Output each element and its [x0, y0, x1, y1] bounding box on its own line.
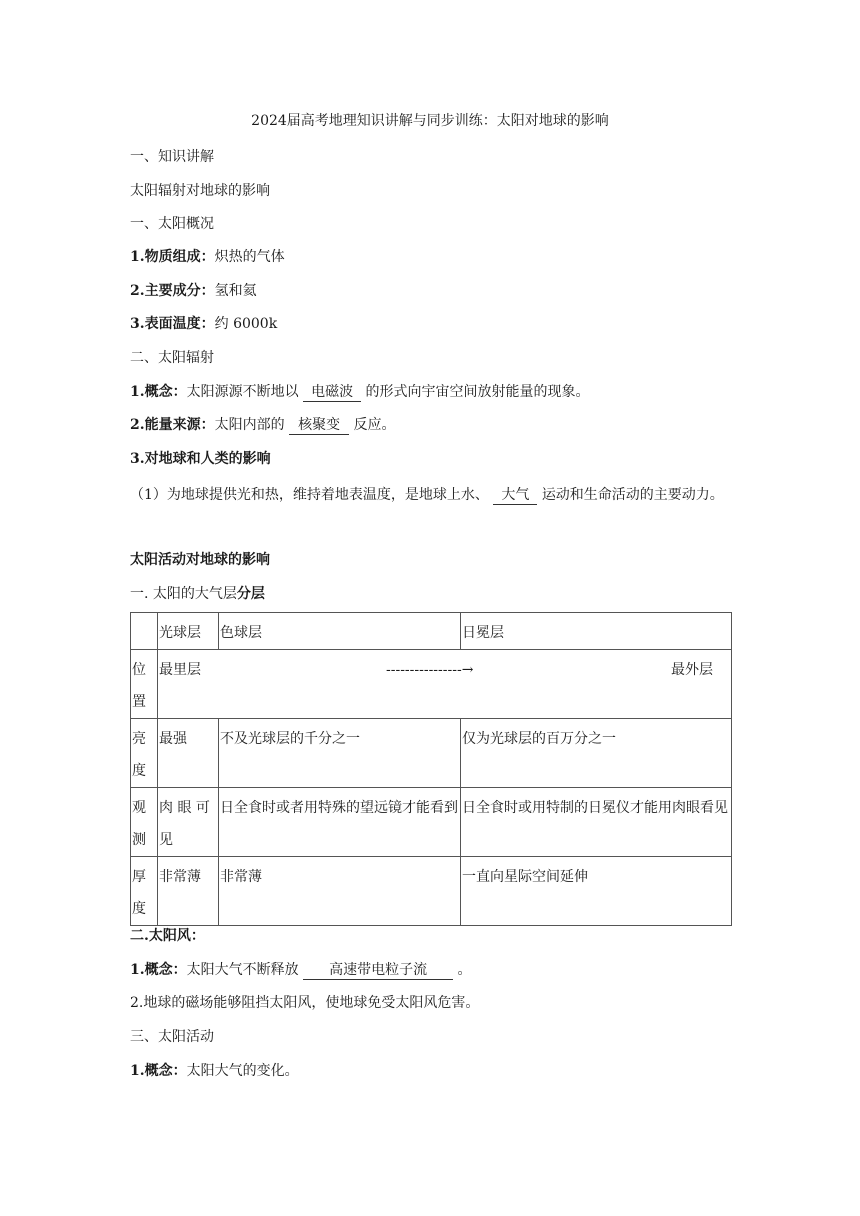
table-header-cell: 日冕层: [461, 613, 732, 650]
radiation-impact-heading: 3.对地球和人类的影响: [130, 451, 271, 467]
inner-layer-text: 最里层: [159, 662, 201, 678]
item-text: 运动和生命活动的主要动力。: [541, 487, 724, 503]
fill-blank: 大气: [493, 486, 537, 505]
fill-blank: 电磁波: [303, 383, 361, 402]
item-text: 太阳内部的: [214, 417, 285, 433]
table-cell: 不及光球层的千分之一: [219, 719, 461, 788]
item-text: （1）为地球提供光和热，维持着地表温度，是地球上水、: [130, 487, 489, 503]
radiation-energy: [130, 414, 730, 436]
fill-blank: 高速带电粒子流: [303, 961, 453, 980]
item-label: 2.主要成分：: [130, 283, 215, 299]
item-text: 太阳大气不断释放: [186, 962, 299, 978]
table-cell: 日全食时或用特制的日冕仪才能用肉眼看见: [461, 788, 732, 857]
item-text: 约 6000k: [214, 316, 278, 332]
item-text: 反应。: [353, 417, 396, 433]
fill-blank: 核聚变: [289, 416, 349, 435]
overview-item: [130, 246, 730, 268]
item-label: 2.能量来源：: [130, 417, 215, 433]
radiation-impact-text: [130, 478, 730, 512]
section-heading: 一、知识讲解: [130, 149, 214, 165]
item-label: 1.概念：: [130, 384, 187, 400]
item-text: 太阳源源不断地以: [186, 384, 299, 400]
solar-wind-concept: [130, 959, 730, 981]
item-label: 3.表面温度：: [130, 316, 215, 332]
table-cell: 肉 眼 可见: [158, 788, 219, 857]
table-cell: 日全食时或者用特殊的望远镜才能看到: [219, 788, 461, 857]
solar-activity-heading: 三、太阳活动: [130, 1029, 214, 1045]
table-header-cell: 光球层: [158, 613, 219, 650]
solar-wind-item: 2.地球的磁场能够阻挡太阳风，使地球免受太阳风危害。: [130, 995, 480, 1011]
solar-activity-concept: [130, 1060, 730, 1082]
table-row: [131, 788, 732, 857]
subsection-heading: 太阳辐射对地球的影响: [130, 183, 270, 199]
document-title: 2024届高考地理知识讲解与同步训练：太阳对地球的影响: [251, 113, 609, 129]
activity-heading: 太阳活动对地球的影响: [130, 552, 270, 568]
layers-heading: [130, 583, 730, 605]
table-header-cell: [131, 613, 158, 650]
heading-bold-text: 分层: [236, 586, 265, 602]
heading-text: 一. 太阳的大气层: [130, 586, 237, 602]
table-row: [131, 650, 732, 719]
radiation-concept: [130, 381, 730, 403]
overview-item: [130, 280, 730, 302]
row-label: 观测: [131, 788, 158, 857]
item-label: 1.概念：: [130, 1063, 187, 1079]
table-cell: 仅为光球层的百万分之一: [461, 719, 732, 788]
item-text: 。: [457, 962, 472, 978]
item-text: 太阳大气的变化。: [186, 1063, 299, 1079]
row-label: 亮度: [131, 719, 158, 788]
table-row: [131, 719, 732, 788]
item-text: 氢和氦: [214, 283, 257, 299]
radiation-heading: 二、太阳辐射: [130, 350, 214, 366]
row-label: 厚度: [131, 857, 158, 926]
solar-wind-heading: 二.太阳风：: [130, 928, 205, 944]
row-label: 位置: [131, 650, 158, 719]
overview-item: [130, 313, 730, 335]
table-cell: 非常薄: [158, 857, 219, 926]
table-cell: 一直向星际空间延伸: [461, 857, 732, 926]
item-text: 的形式向宇宙空间放射能量的现象。: [365, 384, 590, 400]
table-header-row: [131, 613, 732, 650]
sun-overview-heading: 一、太阳概况: [130, 216, 214, 232]
table-cell: 最强: [158, 719, 219, 788]
item-label: 1.概念：: [130, 962, 187, 978]
table-header-cell: 色球层: [219, 613, 461, 650]
position-cell: [158, 650, 732, 719]
arrow-icon: ----------------→: [386, 662, 474, 678]
solar-atmosphere-table: [130, 612, 732, 926]
item-text: 炽热的气体: [214, 249, 285, 265]
table-cell: 非常薄: [219, 857, 461, 926]
table-row: [131, 857, 732, 926]
item-label: 1.物质组成：: [130, 249, 215, 265]
outer-layer-text: 最外层: [671, 662, 713, 678]
